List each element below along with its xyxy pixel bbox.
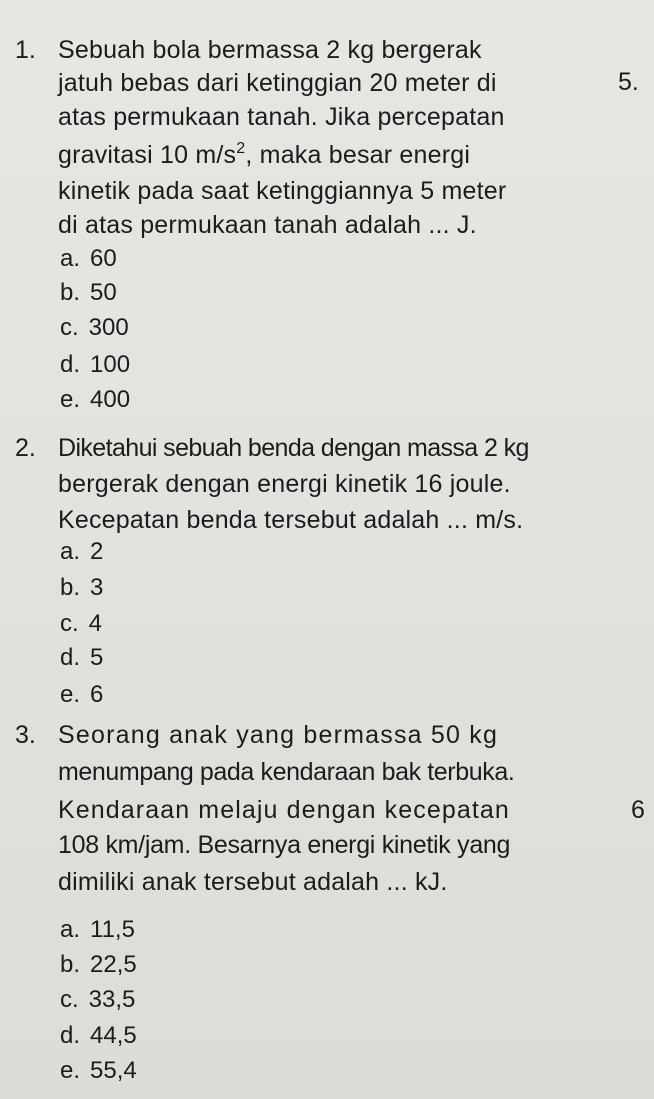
side-question-5-number: 5. [618,68,639,96]
question-3-line-5: dimiliki anak tersebut adalah ... kJ. [58,868,448,896]
option-letter: a. [60,245,81,272]
option-letter: d. [60,644,81,671]
question-2-option-c[interactable] [60,609,102,639]
question-3-option-c[interactable] [60,985,135,1015]
option-value: 2 [90,538,104,565]
question-1-option-d[interactable] [60,350,130,380]
question-2-option-b[interactable] [60,573,103,603]
question-3-line-1: Seorang anak yang bermassa 50 kg [58,721,499,749]
question-1-number: 1. [15,36,36,64]
option-value: 4 [88,610,103,637]
option-value: 400 [90,386,131,413]
option-letter: c. [60,314,79,341]
option-value: 5 [90,644,104,671]
option-value: 44,5 [90,1022,137,1049]
option-value: 60 [90,245,117,272]
option-letter: b. [60,279,81,306]
option-value: 50 [90,279,117,306]
question-2-option-a[interactable] [60,537,103,567]
question-2-number: 2. [15,434,36,462]
option-value: 55,4 [90,1057,137,1084]
question-3-line-3: Kendaraan melaju dengan kecepatan [58,796,510,824]
question-2-option-d[interactable] [60,643,103,673]
option-value: 11,5 [90,916,135,943]
option-letter: b. [60,951,81,978]
option-value: 6 [90,681,104,708]
question-1-line-6: di atas permukaan tanah adalah ... J. [58,211,477,239]
question-1-superscript: 2 [236,140,246,157]
question-1-line-4-rest: , maka besar energi [245,141,471,169]
question-1-option-a[interactable] [60,244,117,274]
question-3-option-e[interactable] [60,1056,137,1086]
option-letter: b. [60,574,81,601]
option-letter: c. [60,986,79,1013]
question-2-line-2: bergerak dengan energi kinetik 16 joule. [58,470,511,498]
question-2-line-1: Diketahui sebuah benda dengan massa 2 kg [58,434,529,462]
question-1-option-b[interactable] [60,278,117,308]
question-1-line-4 [58,140,470,170]
question-3-line-4: 108 km/jam. Besarnya energi kinetik yang [58,831,511,859]
option-letter: a. [60,916,81,943]
question-2-line-3: Kecepatan benda tersebut adalah ... m/s. [58,506,524,534]
option-letter: e. [60,1057,81,1084]
question-3-number: 3. [15,721,36,749]
question-1-line-2: jatuh bebas dari ketinggian 20 meter di [58,69,497,97]
option-value: 300 [88,314,129,341]
option-letter: e. [60,386,81,413]
question-1-line-5: kinetik pada saat ketinggiannya 5 meter [58,177,507,205]
option-letter: e. [60,681,81,708]
question-3-option-a[interactable] [60,915,135,945]
option-letter: c. [60,610,79,637]
question-2-option-e[interactable] [60,680,103,710]
option-letter: d. [60,1022,81,1049]
option-value: 33,5 [88,986,136,1013]
option-value: 3 [90,574,104,601]
question-1-option-e[interactable] [60,385,130,415]
side-question-6-number: 6 [631,796,645,824]
option-value: 100 [90,351,131,378]
question-1-line-4-text: gravitasi 10 m/s [58,141,237,169]
option-letter: d. [60,351,81,378]
question-1-line-3: atas permukaan tanah. Jika percepatan [58,103,505,131]
question-3-option-d[interactable] [60,1021,137,1051]
option-value: 22,5 [90,951,137,978]
question-3-option-b[interactable] [60,950,137,980]
question-1-option-c[interactable] [60,313,129,343]
option-letter: a. [60,538,81,565]
question-1-line-1: Sebuah bola bermassa 2 kg bergerak [58,36,482,64]
question-3-line-2: menumpang pada kendaraan bak terbuka. [58,758,515,786]
